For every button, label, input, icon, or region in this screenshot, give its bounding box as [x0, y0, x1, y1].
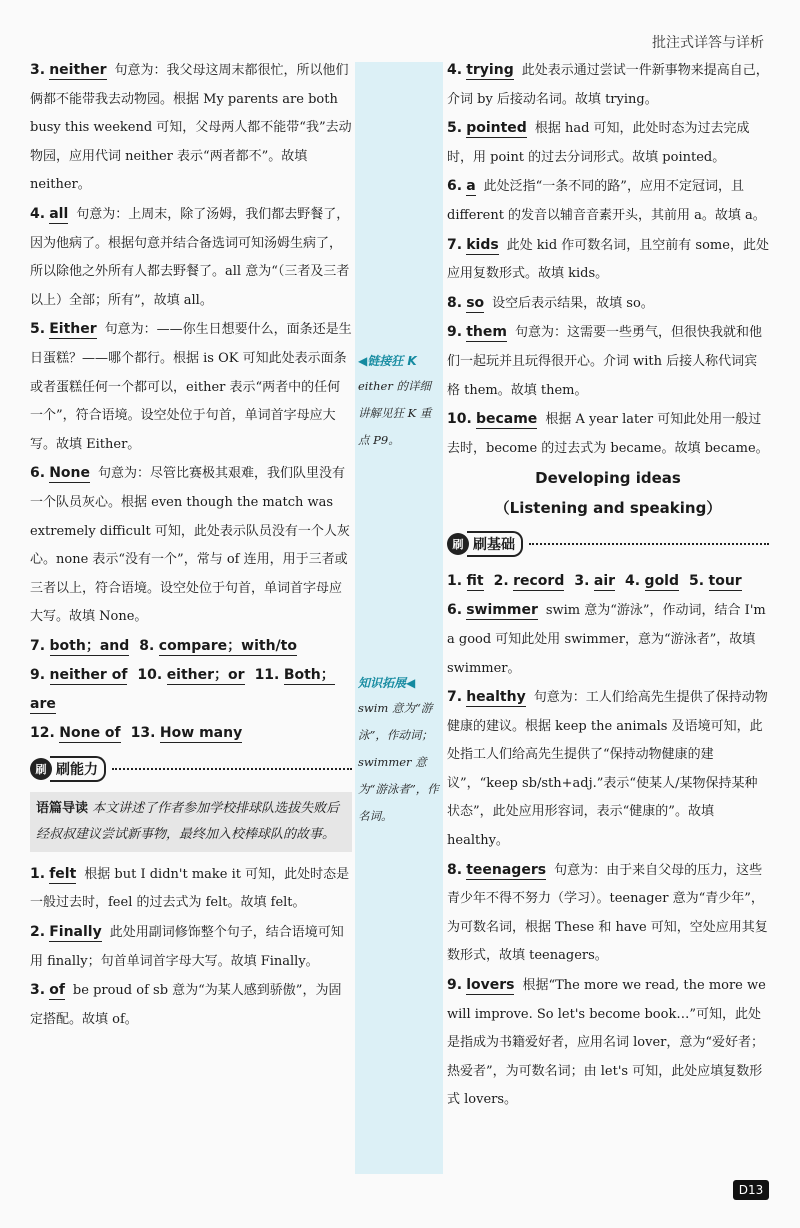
item-answer: compare；with/to	[158, 637, 297, 654]
item-answer: record	[513, 573, 565, 590]
item-number: 11.	[254, 666, 280, 683]
answer-row	[30, 719, 352, 748]
item-number: 3.	[30, 982, 46, 999]
sidebar-note-body: swim 意为“游泳”，作动词；swimmer 意为“游泳者”，作名词。	[358, 701, 439, 823]
answer-item	[447, 596, 769, 683]
item-answer: teenagers	[466, 861, 547, 878]
item-number: 4.	[625, 573, 641, 590]
item-answer: neither	[49, 62, 107, 78]
item-number: 6.	[447, 178, 463, 195]
item-answer: either；or	[166, 666, 245, 683]
item-number: 7.	[447, 689, 463, 706]
item-number: 8.	[139, 637, 155, 654]
sidebar-note-body: either 的详细讲解见狂 K 重点 P9。	[358, 379, 432, 447]
item-explanation: 根据“The more we read, the more we will improve. So let's become book…”可知，此处是指成为书籍爱好者，应用名词 lover，意为“爱好者；热爱者”，为可数名词；由 let's 可知，此处应填复数形式 lovers。	[447, 978, 766, 1108]
page-header: 批注式详答与详析	[652, 35, 764, 51]
guide-text: 本文讲述了作者参加学校排球队选拔失败后经叔叔建议尝试新事物，最终加入校棒球队的故事。	[36, 800, 340, 842]
banner-label: 刷能力	[50, 756, 106, 782]
item-answer: became	[475, 411, 538, 428]
answer-item	[30, 918, 352, 976]
item-answer: them	[466, 324, 507, 341]
item-number: 3.	[30, 62, 46, 78]
item-answer: How many	[159, 724, 243, 741]
item-answer: pointed	[466, 120, 527, 137]
item-answer: a	[466, 178, 476, 195]
item-answer: lovers	[466, 977, 515, 994]
item-answer: gold	[644, 573, 680, 590]
answer-item	[447, 405, 769, 463]
item-number: 12.	[30, 724, 55, 741]
answer-item	[447, 289, 769, 319]
sidebar-panel	[355, 62, 443, 1174]
item-number: 9.	[447, 977, 463, 994]
item-answer: both；and	[49, 637, 130, 654]
answer-item	[447, 971, 769, 1115]
item-answer: Either	[49, 321, 97, 338]
item-answer: tour	[708, 573, 742, 590]
guide-label: 语篇导读	[36, 800, 89, 816]
item-answer: Finally	[49, 924, 102, 941]
item-number: 1.	[447, 573, 463, 590]
right-items-a	[447, 56, 769, 463]
item-explanation: 此处表示通过尝试一件新事物来提高自己，介词 by 后接动名词。故填 trying。	[447, 63, 769, 107]
section-title: Developing ideas	[535, 469, 681, 488]
section-subtitle: （Listening and speaking）	[494, 499, 722, 518]
answer-item	[30, 976, 352, 1034]
right-column	[447, 56, 769, 1115]
sidebar-note-title: ◀链接狂 K	[358, 354, 417, 368]
answer-item	[447, 56, 769, 114]
answer-item	[30, 459, 352, 632]
item-number: 2.	[493, 573, 509, 590]
item-answer: trying	[466, 62, 514, 78]
left-answer-rows	[30, 632, 352, 748]
item-number: 1.	[30, 865, 46, 882]
answer-item	[447, 318, 769, 405]
brush-icon: 刷	[30, 758, 52, 780]
item-explanation: 此处泛指“一条不同的路”，应用不定冠词，且 different 的发音以辅音音素开头，其前用 a。故填 a。	[447, 179, 766, 223]
page-number: D13	[733, 1180, 769, 1200]
item-answer: None	[49, 465, 90, 482]
item-number: 9.	[30, 666, 46, 683]
item-explanation: 句意为：我父母这周末都很忙，所以他们俩都不能带我去动物园。根据 My parents are both busy this weekend 可知，父母两人都不能带“我”去动物园，应用代词 neither 表示“两者都不”。故填 neither。	[30, 63, 352, 193]
answer-item	[447, 856, 769, 971]
item-answer: so	[466, 294, 485, 311]
left-column	[30, 56, 352, 1034]
item-number: 7.	[447, 236, 463, 253]
answer-item	[30, 860, 352, 918]
item-answer: air	[593, 573, 616, 590]
answer-item	[447, 172, 769, 230]
item-explanation: 句意为：上周末，除了汤姆，我们都去野餐了，因为他病了。根据句意并结合备选词可知汤姆生病了，所以除他之外所有人都去野餐了。all 意为“（三者及三者以上）全部；所有”，故填 all。	[30, 206, 350, 308]
item-explanation: be proud of sb 意为“为某人感到骄傲”，为固定搭配。故填 of。	[30, 983, 342, 1027]
item-number: 6.	[447, 602, 463, 619]
item-explanation: 此处 kid 作可数名词，且空前有 some，此处应用复数形式。故填 kids。	[447, 237, 769, 282]
banner-label: 刷基础	[467, 531, 523, 557]
item-number: 5.	[30, 321, 46, 338]
item-explanation: 句意为：工人们给高先生提供了保持动物健康的建议。根据 keep the animals 及语境可知，此处指工人们给高先生提供了“保持动物健康的建议”，“keep sb/sth+adj.”表示“使某人/某物保持某种状态”，此处应用形容词，表示“健康的”。故填 healthy。	[447, 690, 768, 849]
item-number: 7.	[30, 637, 46, 654]
item-answer: fit	[466, 573, 484, 590]
item-number: 13.	[130, 724, 156, 741]
item-number: 6.	[30, 465, 46, 482]
answer-item	[30, 315, 352, 459]
item-answer: neither of	[49, 666, 128, 683]
item-answer: of	[49, 982, 65, 999]
item-number: 9.	[447, 324, 463, 341]
sidebar-note-title: 知识拓展◀	[358, 676, 416, 690]
item-explanation: 根据 but I didn't make it 可知，此处时态是一般过去时，feel 的过去式为 felt。故填 felt。	[30, 866, 350, 911]
item-number: 5.	[689, 573, 705, 590]
answer-item	[30, 56, 352, 200]
reading-guide	[30, 792, 352, 852]
item-number: 4.	[30, 205, 46, 222]
item-explanation: swim 意为“游泳”，作动词，结合 I'm a good 可知此处用 swimmer，意为“游泳者”，故填 swimmer。	[447, 603, 766, 676]
item-answer: all	[49, 205, 69, 222]
item-answer: swimmer	[466, 602, 538, 619]
arrow-left-icon: ◀	[406, 676, 416, 690]
item-explanation: 句意为：——你生日想要什么，面条还是生日蛋糕？——哪个都行。根据 is OK 可知此处表示面条或者蛋糕任何一个都可以，either 表示“两者中的任何一个”，符合语境。设空处位于句首，单词首字母应大写。故填 Either。	[30, 322, 352, 452]
item-explanation: 根据 had 可知，此处时态为过去完成时，用 point 的过去分词形式。故填 pointed。	[447, 121, 750, 165]
item-answer: kids	[466, 236, 499, 253]
answer-item	[447, 231, 769, 289]
answer-item	[447, 683, 769, 856]
right-answer-row	[447, 567, 769, 596]
left-items-b	[30, 860, 352, 1035]
sidebar-note-knowledge	[358, 674, 442, 830]
item-explanation: 句意为：这需要一些勇气，但很快我就和他们一起玩并且玩得很开心。介词 with 后接人称代词宾格 them。故填 them。	[447, 325, 762, 398]
item-number: 10.	[447, 411, 472, 428]
section-banner	[30, 754, 352, 784]
item-number: 8.	[447, 861, 463, 878]
item-explanation: 句意为：尽管比赛极其艰难，我们队里没有一个队员灰心。根据 even though the match was extremely difficult 可知，此处表示队员没有一个人灰心。none 表示“没有一个”，常与 of 连用，用于三者或三者以上，符合语境。设空处位于句首，单词首字母应大写。故填 None。	[30, 466, 350, 625]
answer-item	[30, 200, 352, 315]
arrow-left-icon: ◀	[358, 354, 368, 368]
item-answer: healthy	[466, 689, 526, 706]
brush-icon: 刷	[447, 533, 469, 555]
item-number: 5.	[447, 120, 463, 137]
item-explanation: 句意为：由于来自父母的压力，这些青少年不得不努力（学习）。teenager 意为“青少年”，为可数名词，根据 These 和 have 可知，空处应用其复数形式，故填 teenagers。	[447, 862, 768, 964]
banner-divider	[529, 543, 769, 545]
item-explanation: 此处用副词修饰整个句子，结合语境可知用 finally；句首单词首字母大写。故填 Finally。	[30, 925, 344, 969]
item-explanation: 设空后表示结果，故填 so。	[492, 295, 654, 311]
answer-row	[30, 661, 352, 719]
section-banner	[447, 529, 769, 559]
banner-divider	[112, 768, 352, 770]
answer-item	[447, 114, 769, 172]
item-number: 8.	[447, 294, 463, 311]
item-answer: None of	[59, 724, 121, 741]
right-items-b	[447, 596, 769, 1115]
item-number: 2.	[30, 924, 46, 941]
item-answer: felt	[49, 865, 77, 882]
item-number: 4.	[447, 62, 463, 78]
item-number: 10.	[137, 666, 163, 683]
item-explanation: 根据 A year later 可知此处用一般过去时，become 的过去式为 became。故填 became。	[447, 412, 769, 456]
left-items-a	[30, 56, 352, 632]
item-answer: Both；are	[30, 666, 335, 712]
answer-row	[30, 632, 352, 661]
sidebar-note-link	[358, 352, 442, 454]
item-number: 3.	[574, 573, 590, 590]
